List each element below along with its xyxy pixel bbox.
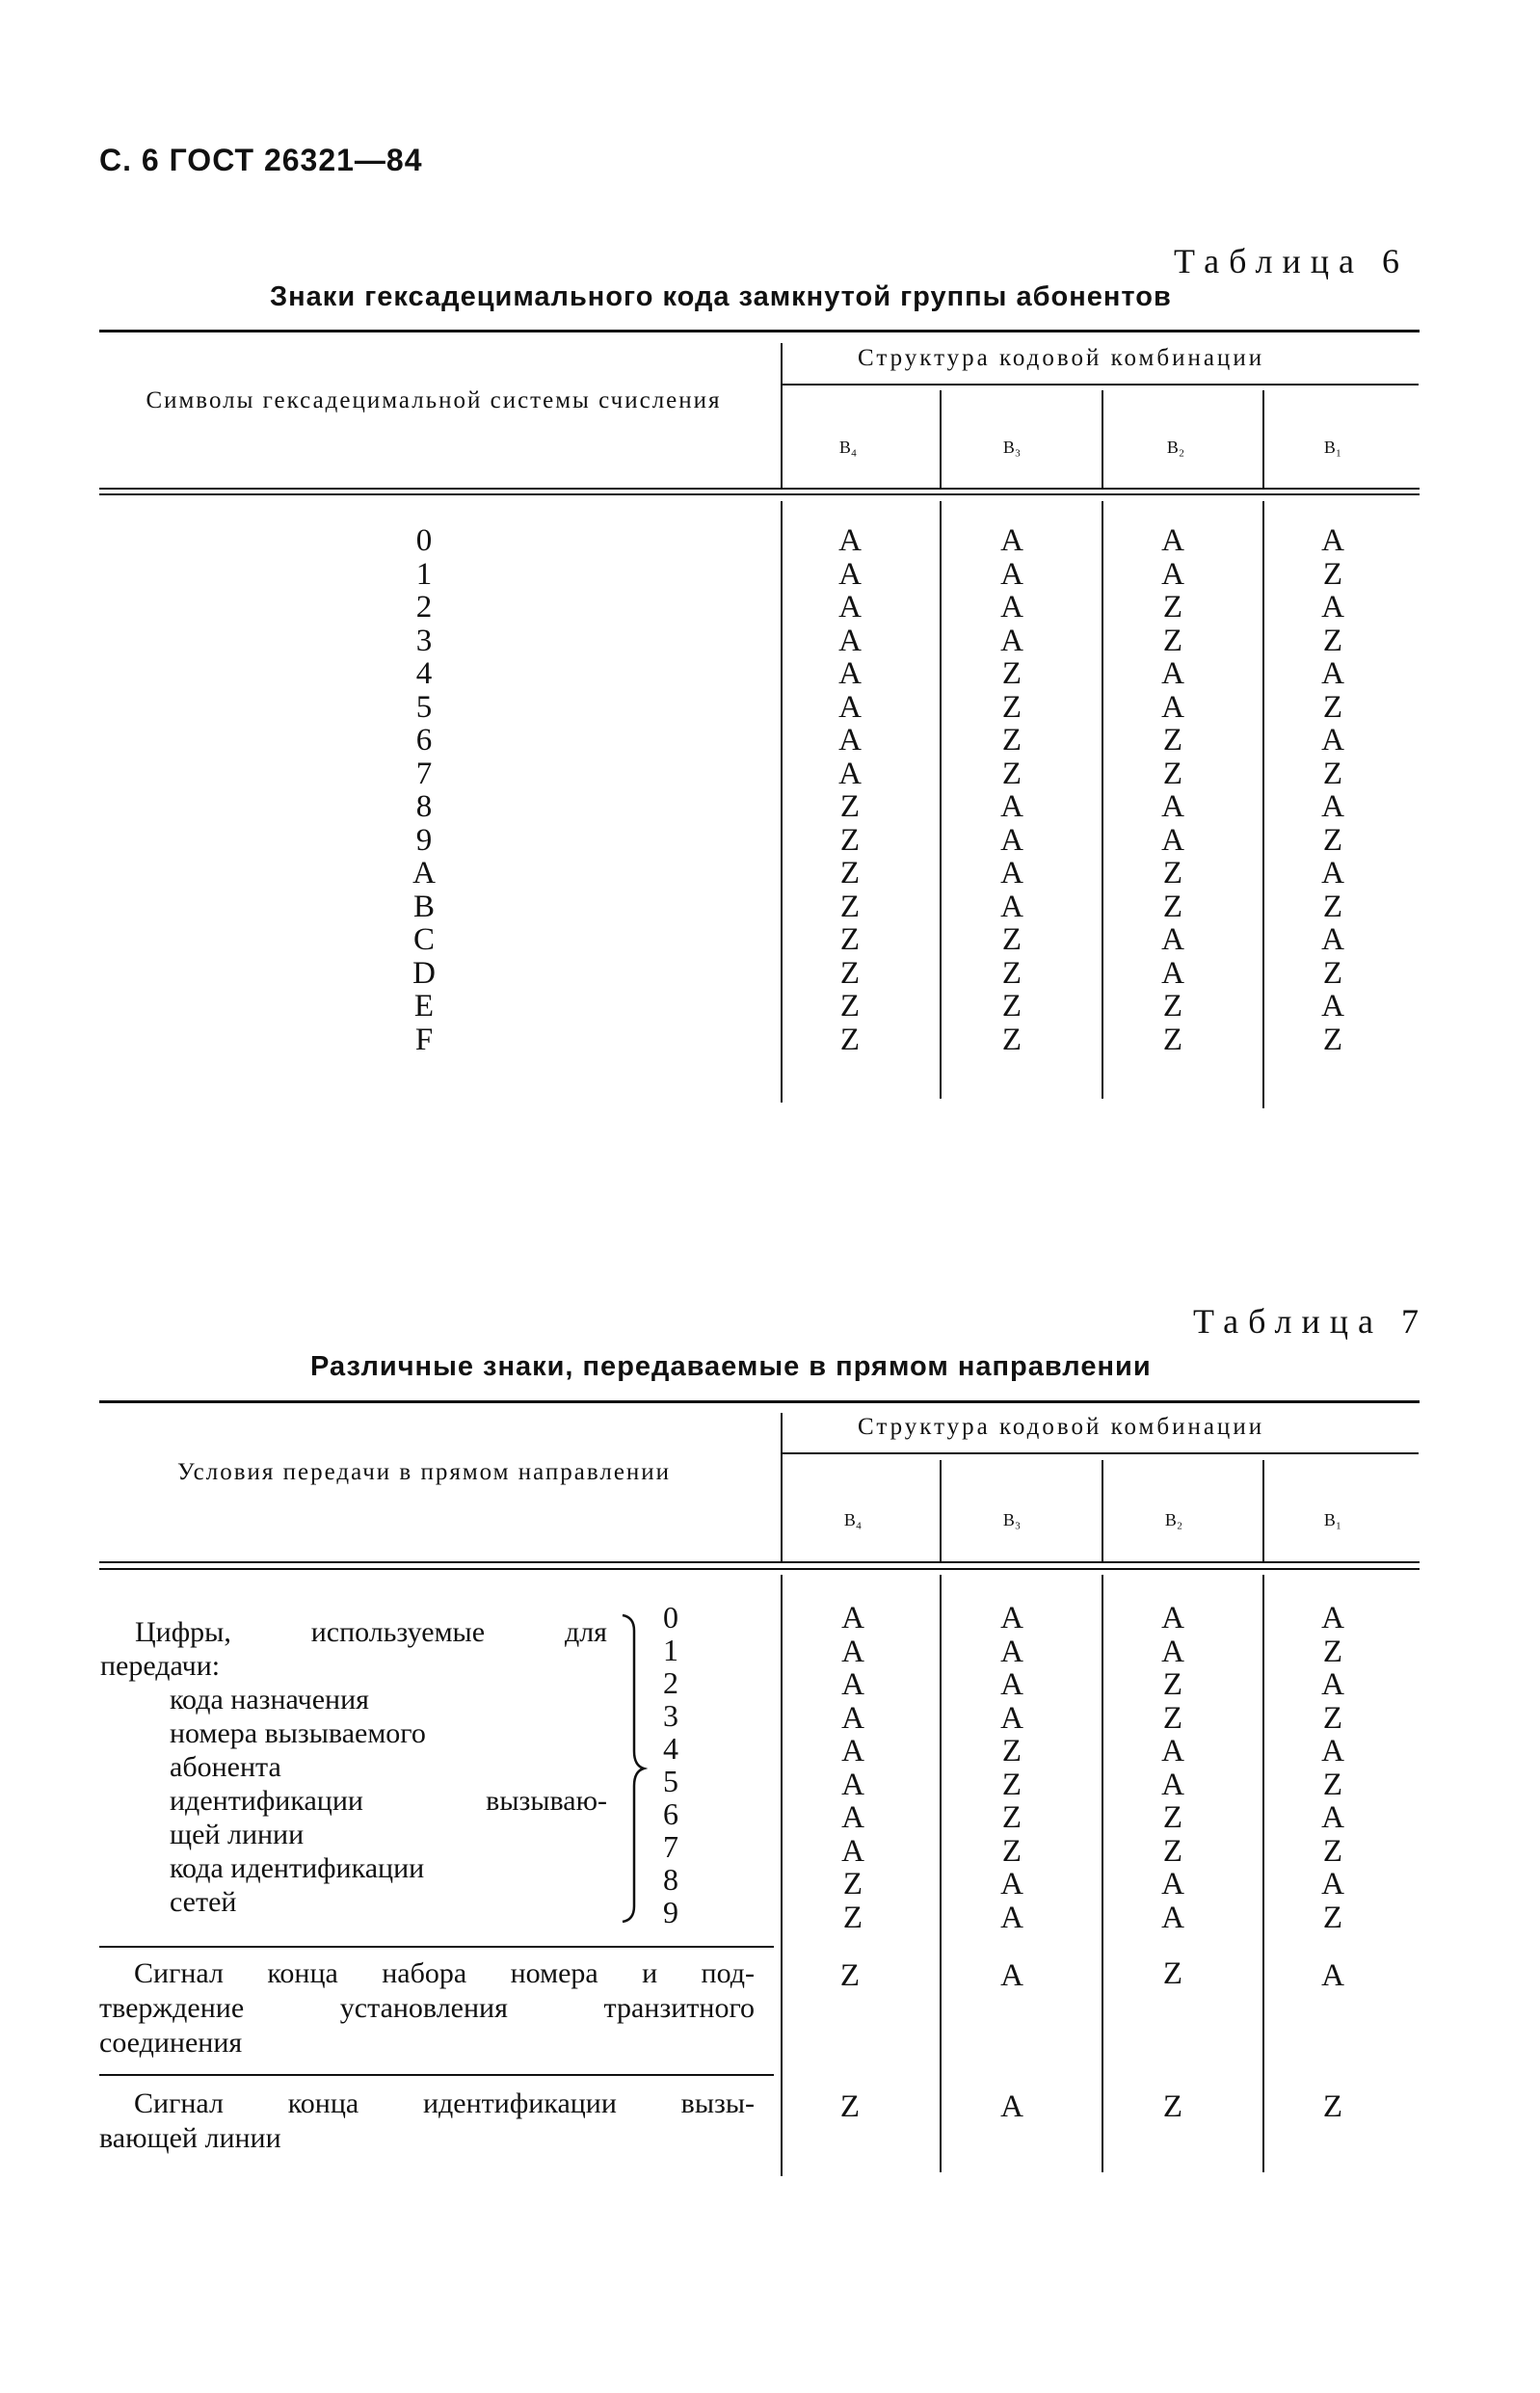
table6-b2-cell: A — [1161, 556, 1184, 592]
brace-icon — [619, 1611, 648, 1926]
table7-b4-cell: A — [841, 1667, 864, 1702]
table6-symbol-cell: 9 — [415, 822, 433, 858]
condition-line: кода назначения — [170, 1684, 369, 1715]
table7-b1-cell: A — [1321, 1601, 1344, 1635]
table6-b1-cell: Z — [1322, 623, 1343, 658]
table6-b1-cell: A — [1321, 856, 1344, 891]
table6-b1-cell: A — [1321, 590, 1344, 625]
table7-b3-cell: A — [1000, 1634, 1023, 1669]
table6-b1-cell: A — [1321, 656, 1344, 691]
table7-vline-4-head — [1262, 1460, 1264, 1561]
table6-b2-cell: Z — [1162, 989, 1183, 1024]
table6-b4-column — [811, 524, 889, 1056]
table7-digit-cell: 5 — [663, 1764, 678, 1798]
table6-symbol-cell: A — [412, 856, 436, 891]
table6-b3-cell: Z — [1001, 1022, 1022, 1057]
table6-b2-cell: Z — [1162, 856, 1183, 891]
table7-b3-cell: Z — [1001, 1833, 1022, 1869]
table7-b4-cell: A — [841, 1700, 864, 1736]
table7-digit-cell: 1 — [663, 1633, 678, 1667]
table6-b1-cell: A — [1321, 922, 1344, 957]
table7-vline-4 — [1262, 1575, 1264, 2172]
table6-b2-cell: A — [1161, 789, 1184, 824]
table6-symbols-column — [385, 524, 463, 1056]
table6-struct-header: Структура кодовой комбинации — [858, 345, 1265, 371]
table7-struct-rule — [783, 1452, 1419, 1454]
table7-b3-cell: A — [1000, 1867, 1023, 1901]
table6-vline-4-head — [1262, 390, 1264, 488]
table7-row-rule-1 — [99, 1946, 774, 1948]
table6-b4-cell: Z — [839, 989, 861, 1024]
condition-line: Цифры, используемые для — [135, 1616, 607, 1648]
table6-b2-cell: Z — [1162, 889, 1183, 924]
table6-b4-cell: Z — [839, 922, 861, 957]
table6-b4-cell: A — [838, 523, 862, 558]
table7-row3-b2: Z — [1162, 2089, 1183, 2124]
table6-symbol-cell: F — [414, 1022, 434, 1057]
table6-symbol-cell: 1 — [415, 556, 433, 592]
table7-b3-cell: Z — [1001, 1734, 1022, 1768]
table6-vline-main-head — [781, 343, 783, 488]
table6-b2-cell: Z — [1162, 623, 1183, 658]
table6-symbol-cell: 5 — [415, 689, 433, 725]
table7-b1-cell: A — [1321, 1867, 1344, 1901]
table6-b1-cell: Z — [1322, 889, 1343, 924]
table6-bh-b3: B₃ — [1002, 438, 1022, 457]
table6-b4-cell: A — [838, 756, 862, 791]
table7-b3-cell: A — [1000, 1900, 1023, 1935]
table6-vline-main — [781, 501, 783, 1103]
table7-b4-cell: A — [841, 1800, 864, 1835]
table6-vline-2-head — [940, 390, 942, 488]
row3-line: вающей линии — [99, 2122, 281, 2154]
table6-symbol-cell: B — [412, 889, 435, 924]
table7-digit-cell: 2 — [663, 1665, 678, 1700]
table7-b2-cell: Z — [1162, 1833, 1183, 1869]
condition-line: номера вызываемого — [170, 1717, 426, 1749]
table6-b3-cell: Z — [1001, 723, 1022, 758]
table6-top-rule — [99, 330, 1420, 332]
table6-b3-cell: A — [1000, 789, 1023, 824]
table6-b4-cell: Z — [839, 889, 861, 924]
table7-b2-cell: A — [1161, 1900, 1184, 1935]
table6-b1-cell: Z — [1322, 556, 1343, 592]
table7-row2-b2: Z — [1162, 1956, 1183, 1991]
table6-b3-cell: Z — [1001, 756, 1022, 791]
condition-line: передачи: — [100, 1650, 221, 1682]
table6-label: Таблица 6 — [1174, 242, 1409, 280]
table6-symbol-cell: E — [413, 989, 435, 1024]
table7-b2-cell: A — [1161, 1601, 1184, 1635]
table6-b4-cell: Z — [839, 856, 861, 891]
table6-col1-header: Символы гексадецимальной системы счисления — [146, 387, 722, 413]
table7-top-rule — [99, 1400, 1420, 1403]
row2-line: соединения — [99, 2027, 243, 2059]
table7-digit-cell: 3 — [663, 1698, 678, 1733]
condition-line: абонента — [170, 1751, 281, 1783]
table7-b3-column — [973, 1602, 1050, 1934]
table7-bh-b3: B₃ — [1002, 1510, 1022, 1529]
table6-b4-cell: A — [838, 689, 862, 725]
table6-bh-b2: B₂ — [1166, 438, 1185, 457]
table6-vline-4 — [1262, 501, 1264, 1108]
table7-b2-column — [1134, 1602, 1211, 1934]
table6-symbol-cell: 8 — [415, 789, 433, 824]
table7-b1-cell: A — [1321, 1667, 1344, 1702]
table7-vline-2 — [940, 1575, 942, 2172]
table7-struct-header: Структура кодовой комбинации — [858, 1414, 1265, 1440]
table6-b2-cell: A — [1161, 523, 1184, 558]
table6-b3-cell: Z — [1001, 955, 1022, 991]
table7-b4-cell: A — [841, 1767, 864, 1802]
row2-line: Сигнал конца набора номера и под- — [134, 1957, 755, 1989]
table7-b3-cell: A — [1000, 1700, 1023, 1736]
table6-b4-cell: Z — [839, 822, 861, 858]
table6-b4-cell: A — [838, 623, 862, 658]
table6-header-rule-1 — [99, 488, 1420, 490]
table6-b3-cell: A — [1000, 623, 1023, 658]
table7-digit-cell: 7 — [663, 1829, 678, 1864]
table7-bh-b4: B₄ — [843, 1510, 863, 1529]
table7-vline-main-head — [781, 1413, 783, 1561]
table7-b1-cell: A — [1321, 1800, 1344, 1835]
table6-bh-b1: B₁ — [1323, 438, 1342, 457]
table6-bh-b4: B₄ — [838, 438, 858, 457]
table6-b1-cell: A — [1321, 523, 1344, 558]
table6-symbol-cell: 0 — [415, 523, 433, 558]
table7-b3-cell: Z — [1001, 1800, 1022, 1835]
table7-b3-cell: A — [1000, 1667, 1023, 1702]
table6-b3-cell: A — [1000, 822, 1023, 858]
table7-b2-cell: A — [1161, 1634, 1184, 1669]
condition-line: кода идентификации — [170, 1852, 425, 1884]
table6-b3-cell: A — [1000, 523, 1023, 558]
table6-b2-cell: Z — [1162, 590, 1183, 625]
table6-b3-cell: Z — [1001, 922, 1022, 957]
table6-b3-cell: A — [1000, 856, 1023, 891]
table6-struct-rule — [783, 384, 1419, 386]
table6-b1-cell: Z — [1322, 955, 1343, 991]
table7-b2-cell: Z — [1162, 1667, 1183, 1702]
table7-b1-column — [1294, 1602, 1371, 1934]
table7-b4-cell: A — [841, 1601, 864, 1635]
table7-b4-cell: A — [841, 1833, 864, 1869]
table6-b1-cell: Z — [1322, 756, 1343, 791]
table7-title: Различные знаки, передаваемые в прямом направлении — [310, 1351, 1152, 1382]
table6-b2-column — [1134, 524, 1211, 1056]
table7-digit-cell: 9 — [663, 1895, 678, 1929]
table6-vline-3 — [1102, 501, 1103, 1099]
table6-b3-column — [973, 524, 1050, 1056]
condition-line: сетей — [170, 1886, 237, 1918]
table6-b1-column — [1294, 524, 1371, 1056]
table6-b4-cell: A — [838, 556, 862, 592]
table7-b1-cell: Z — [1322, 1833, 1343, 1869]
table7-row3-condition — [99, 2087, 755, 2156]
table7-vline-3-head — [1102, 1460, 1103, 1561]
table6-symbol-cell: 3 — [415, 623, 433, 658]
table7-row3-b3: A — [1000, 2089, 1023, 2124]
table7-b1-cell: Z — [1322, 1700, 1343, 1736]
table7-digits-column — [651, 1601, 690, 1928]
table6-symbol-cell: 7 — [415, 756, 433, 791]
table7-header-rule-1 — [99, 1561, 1420, 1563]
table6-b2-cell: A — [1161, 822, 1184, 858]
table6-b1-cell: A — [1321, 989, 1344, 1024]
table7-bh-b2: B₂ — [1164, 1510, 1183, 1529]
table7-b3-cell: A — [1000, 1601, 1023, 1635]
table7-digit-cell: 6 — [663, 1796, 678, 1831]
table6-b2-cell: A — [1161, 922, 1184, 957]
table6-b4-cell: A — [838, 590, 862, 625]
page-header: С. 6 ГОСТ 26321—84 — [99, 143, 423, 177]
table7-row2-b4: Z — [839, 1958, 861, 1993]
condition-line: щей линии — [170, 1819, 305, 1850]
table6-b2-cell: A — [1161, 689, 1184, 725]
table6-title: Знаки гексадецимального кода замкнутой группы абонентов — [270, 281, 1172, 312]
table7-row-rule-2 — [99, 2074, 774, 2076]
row2-line: тверждение установления транзитного — [99, 1992, 755, 2024]
table7-bh-b1: B₁ — [1323, 1510, 1342, 1529]
table7-digit-cell: 4 — [663, 1731, 678, 1766]
table7-b2-cell: Z — [1162, 1700, 1183, 1736]
table6-b3-cell: A — [1000, 556, 1023, 592]
table7-b2-cell: A — [1161, 1734, 1184, 1768]
table7-label: Таблица 7 — [1193, 1302, 1428, 1341]
table7-b1-cell: Z — [1322, 1900, 1343, 1935]
table6-b2-cell: A — [1161, 955, 1184, 991]
table7-vline-main — [781, 1575, 783, 2176]
row3-line: Сигнал конца идентификации вызы- — [134, 2087, 755, 2119]
table7-b1-cell: Z — [1322, 1767, 1343, 1802]
table6-b3-cell: A — [1000, 590, 1023, 625]
table6-vline-2 — [940, 501, 942, 1099]
table6-b1-cell: A — [1321, 723, 1344, 758]
table6-b1-cell: Z — [1322, 689, 1343, 725]
table7-b2-cell: A — [1161, 1867, 1184, 1901]
table6-b4-cell: Z — [839, 789, 861, 824]
table7-row2-condition — [99, 1956, 755, 2061]
table7-b2-cell: Z — [1162, 1800, 1183, 1835]
table6-symbol-cell: 6 — [415, 723, 433, 758]
table6-b1-cell: Z — [1322, 822, 1343, 858]
table7-row2-b1: A — [1321, 1958, 1344, 1993]
table7-header-rule-2 — [99, 1568, 1420, 1570]
table7-col1-header: Условия передачи в прямом направлении — [176, 1459, 672, 1485]
table6-b2-cell: Z — [1162, 723, 1183, 758]
table6-b3-cell: Z — [1001, 656, 1022, 691]
table7-b3-cell: Z — [1001, 1767, 1022, 1802]
table6-b1-cell: A — [1321, 789, 1344, 824]
table7-digit-cell: 0 — [663, 1600, 678, 1635]
table7-b2-cell: A — [1161, 1767, 1184, 1802]
table7-b1-cell: A — [1321, 1734, 1344, 1768]
table6-symbol-cell: 4 — [415, 656, 433, 691]
table7-vline-3 — [1102, 1575, 1103, 2172]
condition-line: идентификации вызываю- — [170, 1785, 607, 1817]
table6-b2-cell: A — [1161, 656, 1184, 691]
table6-vline-3-head — [1102, 390, 1103, 488]
table7-row2-b3: A — [1000, 1958, 1023, 1993]
table6-b4-cell: A — [838, 723, 862, 758]
table6-symbol-cell: C — [412, 922, 435, 957]
table7-b1-cell: Z — [1322, 1634, 1343, 1669]
table6-b1-cell: Z — [1322, 1022, 1343, 1057]
table7-vline-2-head — [940, 1460, 942, 1561]
table7-b4-cell: Z — [842, 1900, 863, 1935]
table7-digit-cell: 8 — [663, 1862, 678, 1897]
table7-b4-cell: A — [841, 1734, 864, 1768]
table7-row3-b1: Z — [1322, 2089, 1343, 2124]
table6-b4-cell: A — [838, 656, 862, 691]
table7-digits-condition — [100, 1615, 607, 1919]
table6-b3-cell: Z — [1001, 989, 1022, 1024]
table6-b4-cell: Z — [839, 955, 861, 991]
table6-symbol-cell: 2 — [415, 590, 433, 625]
table7-b4-column — [814, 1602, 891, 1934]
table7-b4-cell: Z — [842, 1867, 863, 1901]
table6-header-rule-2 — [99, 493, 1420, 495]
table6-b4-cell: Z — [839, 1022, 861, 1057]
table6-b2-cell: Z — [1162, 1022, 1183, 1057]
table6-symbol-cell: D — [412, 955, 436, 991]
table6-b3-cell: A — [1000, 889, 1023, 924]
table7-b4-cell: A — [841, 1634, 864, 1669]
table7-row3-b4: Z — [839, 2089, 861, 2124]
table6-b2-cell: Z — [1162, 756, 1183, 791]
table6-b3-cell: Z — [1001, 689, 1022, 725]
